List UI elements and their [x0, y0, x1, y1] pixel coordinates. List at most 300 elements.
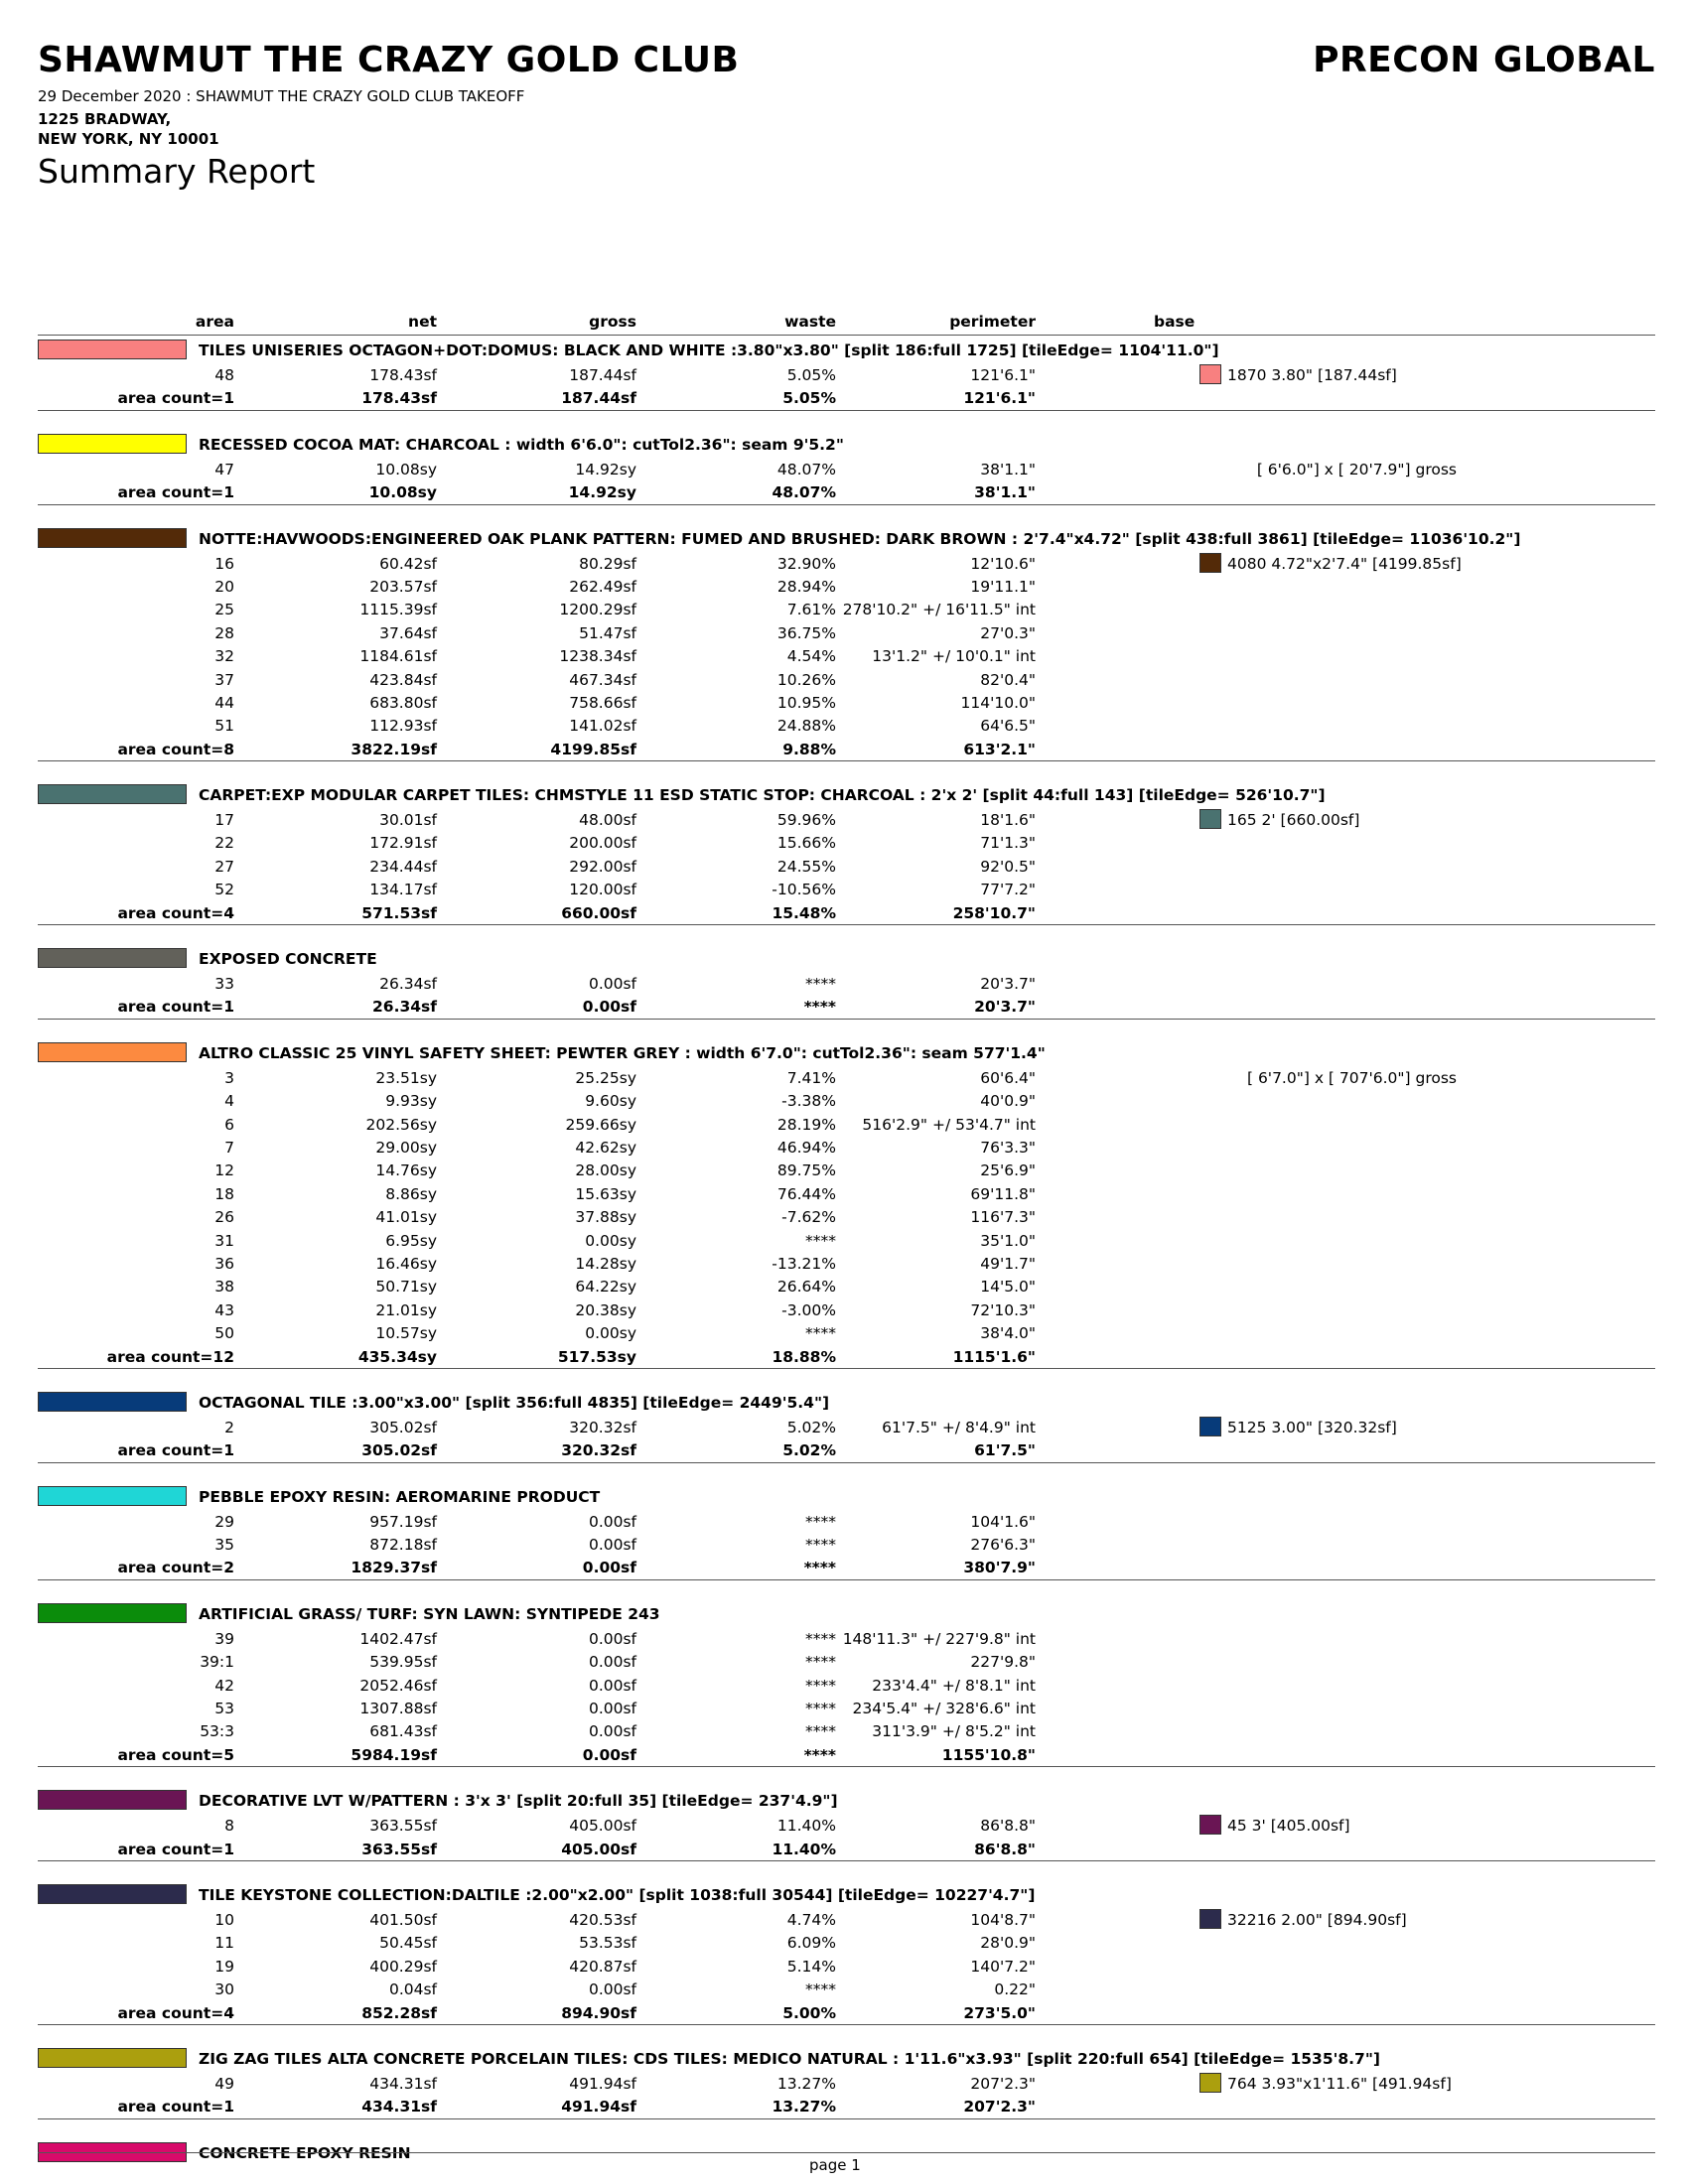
total-net: 305.02sf [361, 1441, 437, 1460]
material-name: ALTRO CLASSIC 25 VINYL SAFETY SHEET: PEWTER GREY : width 6'7.0": cutTol2.36": seam 577'1.4" [199, 1043, 1046, 1062]
table-row [38, 855, 1655, 878]
total-waste: 9.88% [782, 740, 836, 758]
cell-gross: 51.47sf [579, 623, 636, 642]
cell-gross: 37.88sy [575, 1208, 636, 1227]
material-color-swatch [38, 1486, 187, 1506]
cell-gross: 758.66sf [569, 693, 636, 712]
total-waste: 13.27% [772, 2098, 836, 2116]
total-perimeter: 86'8.8" [974, 1840, 1036, 1858]
cell-waste: -10.56% [772, 881, 836, 899]
cell-gross: 64.22sy [575, 1278, 636, 1297]
cell-perimeter: 19'11.1" [970, 577, 1036, 596]
total-area: area count=8 [117, 740, 234, 758]
total-gross: 0.00sf [582, 1745, 636, 1764]
col-header-net: net [408, 313, 437, 331]
cell-gross: 0.00sf [588, 1653, 636, 1672]
table-row [38, 1229, 1655, 1252]
cell-net: 957.19sf [369, 1512, 437, 1531]
base-info: 45 3' [405.00sf] [1227, 1817, 1350, 1836]
cell-perimeter: 35'1.0" [980, 1231, 1036, 1250]
base-color-swatch [1199, 553, 1221, 573]
total-net: 434.31sf [361, 2098, 437, 2116]
cell-gross: 1238.34sf [559, 647, 636, 666]
page-number: page 1 [809, 2156, 861, 2174]
cell-area: 48 [214, 366, 234, 384]
cell-perimeter: 60'6.4" [980, 1068, 1036, 1087]
material-group-header [38, 1392, 1655, 1416]
cell-gross: 14.92sy [575, 460, 636, 478]
material-group-header [38, 340, 1655, 363]
total-gross: 187.44sf [561, 389, 636, 408]
cell-gross: 0.00sf [588, 1700, 636, 1718]
material-group [38, 1790, 1655, 1861]
cell-perimeter: 227'9.8" [970, 1653, 1036, 1672]
material-color-swatch [38, 1042, 187, 1062]
cell-perimeter: 38'1.1" [980, 460, 1036, 478]
cell-waste: 15.66% [776, 834, 836, 853]
cell-area: 38 [214, 1278, 234, 1297]
table-row [38, 1674, 1655, 1697]
cell-waste: 76.44% [776, 1184, 836, 1203]
cell-gross: 80.29sf [579, 554, 636, 573]
cell-net: 10.57sy [375, 1324, 437, 1343]
material-group-header [38, 1486, 1655, 1510]
cell-perimeter: 148'11.3" +/ 227'9.8" int [842, 1629, 1036, 1648]
cell-net: 112.93sf [369, 717, 437, 736]
cell-waste: 48.07% [776, 460, 836, 478]
group-total-row [38, 1345, 1655, 1369]
cell-area: 51 [214, 717, 234, 736]
material-name: EXPOSED CONCRETE [199, 950, 377, 969]
table-row [38, 1159, 1655, 1181]
total-gross: 4199.85sf [550, 740, 636, 758]
table-row [38, 621, 1655, 644]
table-row [38, 1908, 1655, 1931]
cell-perimeter: 28'0.9" [980, 1934, 1036, 1953]
total-net: 363.55sf [361, 1840, 437, 1858]
address-line-1: 1225 BRADWAY, [38, 110, 172, 128]
cell-waste: 46.94% [776, 1138, 836, 1157]
total-perimeter: 1115'1.6" [952, 1347, 1036, 1366]
col-header-perimeter: perimeter [949, 313, 1036, 331]
material-group [38, 1392, 1655, 1463]
cell-perimeter: 233'4.4" +/ 8'8.1" int [872, 1676, 1036, 1695]
total-gross: 405.00sf [561, 1840, 636, 1858]
material-name: CARPET:EXP MODULAR CARPET TILES: CHMSTYLE 11 ESD STATIC STOP: CHARCOAL : 2'x 2' [split 44:full 143] [tileEdge= 526'10.7"] [199, 786, 1326, 805]
cell-waste: 59.96% [776, 811, 836, 830]
cell-waste: -7.62% [781, 1208, 836, 1227]
base-info: 4080 4.72"x2'7.4" [4199.85sf] [1227, 554, 1462, 573]
total-area: area count=1 [117, 2098, 234, 2116]
cell-waste: **** [805, 1700, 836, 1718]
table-row [38, 2072, 1655, 2095]
total-waste: 5.05% [782, 389, 836, 408]
group-total-row [38, 386, 1655, 410]
base-info: 165 2' [660.00sf] [1227, 811, 1360, 830]
cell-net: 134.17sf [369, 881, 437, 899]
cell-gross: 0.00sf [588, 1980, 636, 1999]
total-gross: 0.00sf [582, 1559, 636, 1577]
cell-waste: **** [805, 1231, 836, 1250]
total-area: area count=1 [117, 998, 234, 1017]
material-color-swatch [38, 1884, 187, 1904]
cell-perimeter: 71'1.3" [980, 834, 1036, 853]
cell-net: 305.02sf [369, 1418, 437, 1436]
table-row [38, 691, 1655, 714]
cell-waste: 7.61% [786, 601, 836, 619]
cell-waste: 11.40% [776, 1817, 836, 1836]
cell-waste: **** [805, 975, 836, 994]
material-group-header [38, 1042, 1655, 1066]
cell-net: 178.43sf [369, 366, 437, 384]
cell-area: 8 [224, 1817, 234, 1836]
cell-gross: 0.00sf [588, 1722, 636, 1741]
cell-area: 27 [214, 857, 234, 876]
cell-perimeter: 104'8.7" [970, 1910, 1036, 1929]
cell-area: 22 [214, 834, 234, 853]
cell-net: 539.95sf [369, 1653, 437, 1672]
cell-area: 49 [214, 2074, 234, 2093]
material-name: TILES UNISERIES OCTAGON+DOT:DOMUS: BLACK AND WHITE :3.80"x3.80" [split 186:full 1725] [tileEdge= 1104'11.0"] [199, 341, 1219, 359]
cell-net: 683.80sf [369, 693, 437, 712]
cell-waste: 28.19% [776, 1115, 836, 1134]
material-groups [38, 340, 1655, 2166]
group-total-row [38, 1743, 1655, 1767]
total-gross: 0.00sf [582, 998, 636, 1017]
material-group [38, 948, 1655, 1020]
cell-area: 32 [214, 647, 234, 666]
cell-area: 33 [214, 975, 234, 994]
material-group [38, 1603, 1655, 1767]
cell-gross: 14.28sy [575, 1254, 636, 1273]
material-group-header [38, 1884, 1655, 1908]
cell-perimeter: 86'8.8" [980, 1817, 1036, 1836]
table-row [38, 1298, 1655, 1321]
cell-waste: 5.05% [786, 366, 836, 384]
total-net: 10.08sy [368, 483, 437, 502]
cell-gross: 141.02sf [569, 717, 636, 736]
table-row [38, 668, 1655, 691]
cell-perimeter: 77'7.2" [980, 881, 1036, 899]
cell-perimeter: 27'0.3" [980, 623, 1036, 642]
col-header-area: area [195, 313, 234, 331]
cell-perimeter: 114'10.0" [960, 693, 1036, 712]
material-group-header [38, 528, 1655, 552]
table-row [38, 878, 1655, 900]
total-waste: 5.00% [782, 2003, 836, 2022]
total-gross: 14.92sy [568, 483, 636, 502]
material-name: CONCRETE EPOXY RESIN [199, 2143, 411, 2162]
total-gross: 517.53sy [557, 1347, 636, 1366]
cell-perimeter: 207'2.3" [970, 2074, 1036, 2093]
project-title: SHAWMUT THE CRAZY GOLD CLUB [38, 40, 740, 80]
address-line-2: NEW YORK, NY 10001 [38, 130, 219, 148]
total-net: 5984.19sf [351, 1745, 437, 1764]
cell-gross: 20.38sy [575, 1300, 636, 1319]
cell-area: 36 [214, 1254, 234, 1273]
cell-waste: 28.94% [776, 577, 836, 596]
base-info: 32216 2.00" [894.90sf] [1227, 1910, 1407, 1929]
company-brand: PRECON GLOBAL [1313, 40, 1655, 80]
report-title: Summary Report [38, 152, 316, 191]
cell-gross: 0.00sy [585, 1324, 636, 1343]
cell-net: 6.95sy [385, 1231, 437, 1250]
material-color-swatch [38, 2048, 187, 2068]
cell-area: 42 [214, 1676, 234, 1695]
cell-waste: **** [805, 1629, 836, 1648]
material-color-swatch [38, 1790, 187, 1810]
table-row [38, 1650, 1655, 1673]
total-perimeter: 380'7.9" [963, 1559, 1036, 1577]
cell-gross: 28.00sy [575, 1161, 636, 1180]
total-net: 26.34sf [372, 998, 437, 1017]
cell-waste: **** [805, 1536, 836, 1555]
cell-area: 26 [214, 1208, 234, 1227]
material-group [38, 1042, 1655, 1369]
cell-area: 7 [224, 1138, 234, 1157]
cell-waste: -13.21% [772, 1254, 836, 1273]
material-group-header [38, 2048, 1655, 2072]
cell-gross: 491.94sf [569, 2074, 636, 2093]
cell-waste: -3.00% [781, 1300, 836, 1319]
cell-net: 202.56sy [365, 1115, 437, 1134]
cell-area: 37 [214, 670, 234, 689]
cell-gross: 48.00sf [579, 811, 636, 830]
cell-gross: 15.63sy [575, 1184, 636, 1203]
base-color-swatch [1199, 364, 1221, 384]
cell-waste: **** [805, 1980, 836, 1999]
total-net: 571.53sf [361, 903, 437, 922]
table-row [38, 1931, 1655, 1954]
cell-area: 17 [214, 811, 234, 830]
table-row [38, 1533, 1655, 1556]
cell-area: 31 [214, 1231, 234, 1250]
total-perimeter: 61'7.5" [974, 1441, 1036, 1460]
cell-area: 16 [214, 554, 234, 573]
cell-net: 2052.46sf [359, 1676, 437, 1695]
total-perimeter: 121'6.1" [963, 389, 1036, 408]
table-row [38, 1089, 1655, 1112]
group-total-row [38, 1438, 1655, 1462]
cell-net: 172.91sf [369, 834, 437, 853]
cell-perimeter: 104'1.6" [970, 1512, 1036, 1531]
material-name: DECORATIVE LVT W/PATTERN : 3'x 3' [split 20:full 35] [tileEdge= 237'4.9"] [199, 1792, 838, 1811]
summary-table [38, 313, 1655, 2166]
total-perimeter: 20'3.7" [974, 998, 1036, 1017]
total-waste: 18.88% [772, 1347, 836, 1366]
cell-area: 44 [214, 693, 234, 712]
total-net: 178.43sf [361, 389, 437, 408]
material-group [38, 434, 1655, 505]
cell-gross: 467.34sf [569, 670, 636, 689]
cell-gross: 53.53sf [579, 1934, 636, 1953]
total-area: area count=12 [106, 1347, 234, 1366]
base-color-swatch [1199, 1815, 1221, 1835]
cell-perimeter: 72'10.3" [970, 1300, 1036, 1319]
table-row [38, 1205, 1655, 1228]
group-total-row [38, 2001, 1655, 2025]
cell-area: 6 [224, 1115, 234, 1134]
table-row [38, 1066, 1655, 1089]
cell-perimeter: 25'6.9" [980, 1161, 1036, 1180]
col-header-waste: waste [784, 313, 836, 331]
table-row [38, 1978, 1655, 2000]
material-group-header [38, 784, 1655, 808]
cell-net: 30.01sf [379, 811, 437, 830]
col-header-gross: gross [589, 313, 636, 331]
cell-net: 1402.47sf [359, 1629, 437, 1648]
cell-area: 20 [214, 577, 234, 596]
material-name: OCTAGONAL TILE :3.00"x3.00" [split 356:full 4835] [tileEdge= 2449'5.4"] [199, 1393, 830, 1412]
cell-waste: 7.41% [786, 1068, 836, 1087]
group-total-row [38, 1556, 1655, 1579]
base-info: 1870 3.80" [187.44sf] [1227, 366, 1397, 384]
cell-gross: 420.53sf [569, 1910, 636, 1929]
cell-gross: 0.00sf [588, 1629, 636, 1648]
cell-net: 26.34sf [379, 975, 437, 994]
total-perimeter: 1155'10.8" [941, 1745, 1036, 1764]
cell-waste: 32.90% [776, 554, 836, 573]
material-color-swatch [38, 1603, 187, 1623]
table-row [38, 831, 1655, 854]
cell-perimeter: 14'5.0" [980, 1278, 1036, 1297]
table-row [38, 1321, 1655, 1344]
cell-perimeter: 140'7.2" [970, 1957, 1036, 1976]
cell-area: 2 [224, 1418, 234, 1436]
total-area: area count=1 [117, 1441, 234, 1460]
material-name: ZIG ZAG TILES ALTA CONCRETE PORCELAIN TILES: CDS TILES: MEDICO NATURAL : 1'11.6"x3.93" [split 220:full 654] [tileEdge= 1535'8.7"] [199, 2049, 1380, 2068]
cell-area: 11 [214, 1934, 234, 1953]
table-row [38, 1136, 1655, 1159]
base-gross-dimensions: [ 6'7.0"] x [ 707'6.0"] gross [1246, 1068, 1457, 1087]
cell-net: 434.31sf [369, 2074, 437, 2093]
cell-perimeter: 116'7.3" [970, 1208, 1036, 1227]
base-info: 5125 3.00" [320.32sf] [1227, 1418, 1397, 1436]
cell-perimeter: 64'6.5" [980, 717, 1036, 736]
base-color-swatch [1199, 809, 1221, 829]
base-gross-dimensions: [ 6'6.0"] x [ 20'7.9"] gross [1256, 460, 1457, 478]
cell-area: 28 [214, 623, 234, 642]
cell-perimeter: 82'0.4" [980, 670, 1036, 689]
total-area: area count=4 [117, 2003, 234, 2022]
cell-perimeter: 76'3.3" [980, 1138, 1036, 1157]
total-perimeter: 273'5.0" [963, 2003, 1036, 2022]
cell-area: 19 [214, 1957, 234, 1976]
total-waste: 11.40% [772, 1840, 836, 1858]
cell-gross: 405.00sf [569, 1817, 636, 1836]
cell-waste: 24.88% [776, 717, 836, 736]
cell-gross: 262.49sf [569, 577, 636, 596]
table-row [38, 644, 1655, 667]
cell-net: 29.00sy [375, 1138, 437, 1157]
cell-perimeter: 49'1.7" [980, 1254, 1036, 1273]
material-color-swatch [38, 528, 187, 548]
cell-gross: 200.00sf [569, 834, 636, 853]
cell-net: 234.44sf [369, 857, 437, 876]
total-gross: 894.90sf [561, 2003, 636, 2022]
cell-perimeter: 121'6.1" [970, 366, 1036, 384]
cell-waste: **** [805, 1722, 836, 1741]
group-total-row [38, 2095, 1655, 2118]
cell-waste: 36.75% [776, 623, 836, 642]
cell-gross: 42.62sy [575, 1138, 636, 1157]
cell-waste: **** [805, 1512, 836, 1531]
cell-net: 401.50sf [369, 1910, 437, 1929]
cell-perimeter: 276'6.3" [970, 1536, 1036, 1555]
table-row [38, 1113, 1655, 1136]
table-header [38, 313, 1655, 336]
table-row [38, 1275, 1655, 1297]
total-perimeter: 38'1.1" [974, 483, 1036, 502]
cell-net: 1307.88sf [359, 1700, 437, 1718]
total-area: area count=2 [117, 1559, 234, 1577]
cell-area: 39 [214, 1629, 234, 1648]
cell-net: 203.57sf [369, 577, 437, 596]
cell-perimeter: 516'2.9" +/ 53'4.7" int [862, 1115, 1036, 1134]
cell-net: 50.45sf [379, 1934, 437, 1953]
cell-net: 423.84sf [369, 670, 437, 689]
material-group-header [38, 1603, 1655, 1627]
table-row [38, 552, 1655, 575]
cell-waste: **** [805, 1324, 836, 1343]
table-row [38, 1955, 1655, 1978]
total-gross: 660.00sf [561, 903, 636, 922]
material-name: PEBBLE EPOXY RESIN: AEROMARINE PRODUCT [199, 1487, 601, 1506]
footer-divider [38, 2152, 1655, 2153]
cell-net: 9.93sy [385, 1092, 437, 1111]
cell-waste: **** [805, 1653, 836, 1672]
cell-net: 363.55sf [369, 1817, 437, 1836]
cell-gross: 320.32sf [569, 1418, 636, 1436]
cell-gross: 259.66sy [565, 1115, 636, 1134]
cell-net: 14.76sy [375, 1161, 437, 1180]
cell-gross: 25.25sy [575, 1068, 636, 1087]
cell-area: 30 [214, 1980, 234, 1999]
cell-waste: 13.27% [776, 2074, 836, 2093]
total-net: 852.28sf [361, 2003, 437, 2022]
cell-net: 16.46sy [375, 1254, 437, 1273]
total-waste: **** [803, 998, 836, 1017]
table-row [38, 1510, 1655, 1533]
material-group-header [38, 948, 1655, 972]
table-row [38, 1697, 1655, 1719]
col-header-base: base [1154, 313, 1196, 331]
material-color-swatch [38, 784, 187, 804]
material-group [38, 1486, 1655, 1580]
base-color-swatch [1199, 2073, 1221, 2093]
base-color-swatch [1199, 1909, 1221, 1929]
total-area: area count=1 [117, 483, 234, 502]
table-row [38, 575, 1655, 598]
cell-net: 60.42sf [379, 554, 437, 573]
table-row [38, 1814, 1655, 1837]
cell-net: 681.43sf [369, 1722, 437, 1741]
material-group [38, 784, 1655, 925]
cell-area: 12 [214, 1161, 234, 1180]
cell-perimeter: 38'4.0" [980, 1324, 1036, 1343]
cell-area: 35 [214, 1536, 234, 1555]
cell-net: 50.71sy [375, 1278, 437, 1297]
total-waste: 5.02% [782, 1441, 836, 1460]
material-color-swatch [38, 948, 187, 968]
cell-area: 10 [214, 1910, 234, 1929]
total-net: 435.34sy [357, 1347, 437, 1366]
cell-perimeter: 69'11.8" [970, 1184, 1036, 1203]
cell-gross: 120.00sf [569, 881, 636, 899]
cell-gross: 1200.29sf [559, 601, 636, 619]
total-waste: 15.48% [772, 903, 836, 922]
total-net: 3822.19sf [351, 740, 437, 758]
